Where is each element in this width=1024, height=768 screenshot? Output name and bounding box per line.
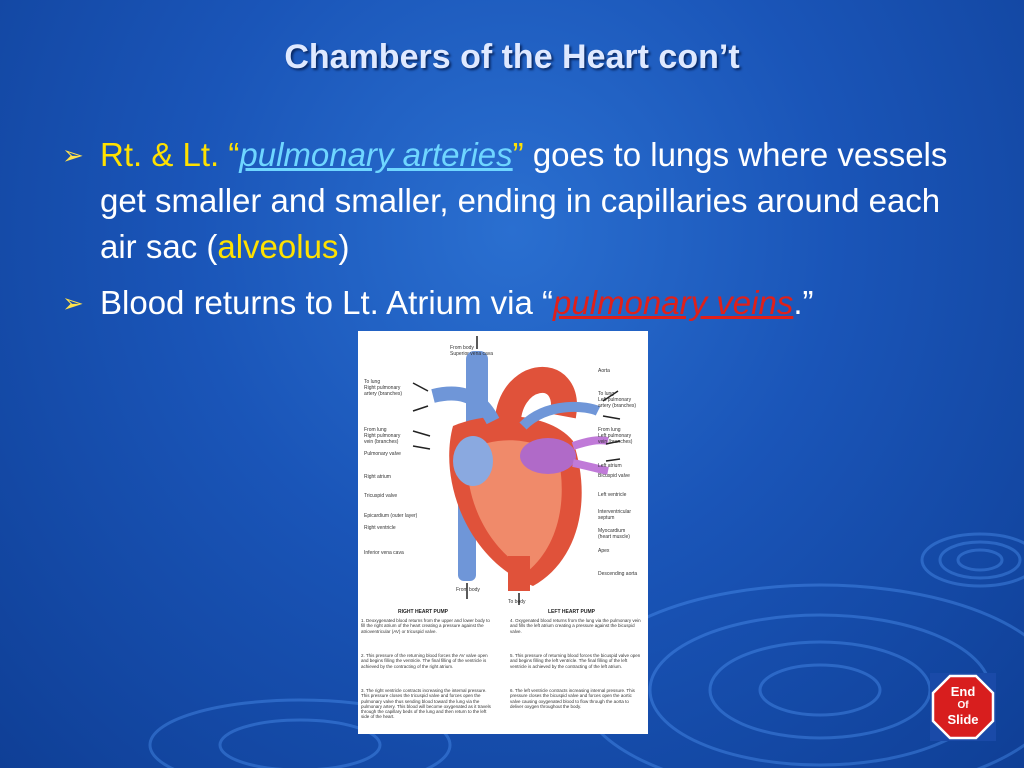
label-left-1: From lung Right pulmonary vein (branches) bbox=[364, 427, 401, 445]
bullet-body-text: Blood returns to Lt. Atrium via “ bbox=[100, 284, 554, 321]
label-right-9: Descending aorta bbox=[598, 571, 638, 577]
open-quote: “ bbox=[228, 136, 240, 173]
bullet-list bbox=[62, 132, 982, 326]
heart-diagram bbox=[358, 331, 648, 734]
left-pump-step-6: 6. The left ventricle contracts increasing internal pressure. This pressure closes the bicuspid valve and forces open the aortic valve causing oxygenated blood to flow through the aorta to deliver oxygen throughout the body. bbox=[510, 688, 635, 709]
close-quote: ” bbox=[512, 136, 524, 173]
bullet-arrow-icon: ➢ bbox=[62, 288, 84, 318]
bullet-close-paren: ) bbox=[338, 228, 350, 265]
label-left-3: Right atrium bbox=[364, 474, 391, 480]
label-left-0: To lung Right pulmonary artery (branches) bbox=[364, 379, 403, 397]
label-to-body: To body bbox=[508, 599, 526, 605]
left-pump-title: LEFT HEART PUMP bbox=[548, 609, 595, 615]
label-left-6: Right ventricle bbox=[364, 525, 396, 531]
bullet-item-pulmonary-veins bbox=[62, 280, 982, 326]
right-pump-step-3: 3. The right ventricle contracts increasing the internal pressure. This pressure closes the tricuspid valve and forces open the pulmonary valve thus sending blood toward the lung via the pulmonary artery. This blood will become oxygenated as it travels through the capillary beds of the lung and then return to the left side of the heart. bbox=[361, 688, 491, 720]
label-right-5: Left ventricle bbox=[598, 492, 627, 498]
end-of-slide-button[interactable] bbox=[930, 673, 996, 741]
slide-title: Chambers of the Heart con’t bbox=[284, 38, 740, 76]
label-right-8: Apex bbox=[598, 548, 610, 554]
label-left-7: Inferior vena cava bbox=[364, 550, 404, 556]
bullet-end-text: .” bbox=[793, 284, 814, 321]
label-right-0: Aorta bbox=[598, 368, 610, 374]
label-right-3: Left atrium bbox=[598, 463, 622, 469]
label-top: From body Superior vena cava bbox=[450, 345, 494, 357]
left-pump-step-5: 5. This pressure of returning blood forces the bicuspid valve open and begins filling the left ventricle. The final filling of the left ventricle is achieved by the contracting of the left atrium. bbox=[510, 653, 641, 669]
end-label: End bbox=[950, 684, 976, 699]
label-left-5: Epicardium (outer layer) bbox=[364, 513, 418, 519]
label-left-4: Tricuspid valve bbox=[364, 493, 398, 499]
bullet-item-pulmonary-arteries bbox=[62, 132, 982, 270]
bullet-lead-text: Rt. & Lt. bbox=[100, 136, 229, 173]
right-pump-step-1: 1. Deoxygenated blood returns from the upper and lower body to fill the right atrium of the heart creating a pressure against the atrioventricular (AV) or tricuspid valve. bbox=[361, 618, 490, 634]
right-pump-title: RIGHT HEART PUMP bbox=[398, 609, 448, 615]
slide-label: Slide bbox=[947, 712, 979, 727]
label-right-6: Interventricular septum bbox=[598, 509, 632, 521]
right-pump-step-2: 2. This pressure of the returning blood forces the AV valve open and begins filling the ventricle. The final filling of the ventricle is achieved by the contracting of the right atrium. bbox=[361, 653, 488, 669]
label-right-4: Bicuspid valve bbox=[598, 473, 630, 479]
label-right-2: From lung Left pulmonary vein (branches) bbox=[598, 427, 633, 445]
pulmonary-arteries-link[interactable]: pulmonary arteries bbox=[239, 136, 513, 173]
bullet-body-text: goes to lungs where vessels get smaller and smaller, ending in capillaries around each air sac ( bbox=[100, 136, 948, 265]
left-pump-step-4: 4. Oxygenated blood returns from the lung via the pulmonary vein and fills the left atrium creating a pressure against the bicuspid valve. bbox=[510, 618, 641, 634]
label-right-1: To lung Left pulmonary artery (branches) bbox=[598, 391, 637, 409]
bullet-arrow-icon: ➢ bbox=[62, 140, 84, 170]
of-label: Of bbox=[957, 700, 969, 711]
label-right-7: Myocardium (heart muscle) bbox=[598, 528, 630, 540]
pulmonary-veins-link[interactable]: pulmonary veins bbox=[553, 284, 794, 321]
label-left-2: Pulmonary valve bbox=[364, 451, 401, 457]
alveolus-term: alveolus bbox=[217, 228, 339, 265]
label-from-body: From body bbox=[456, 587, 480, 593]
